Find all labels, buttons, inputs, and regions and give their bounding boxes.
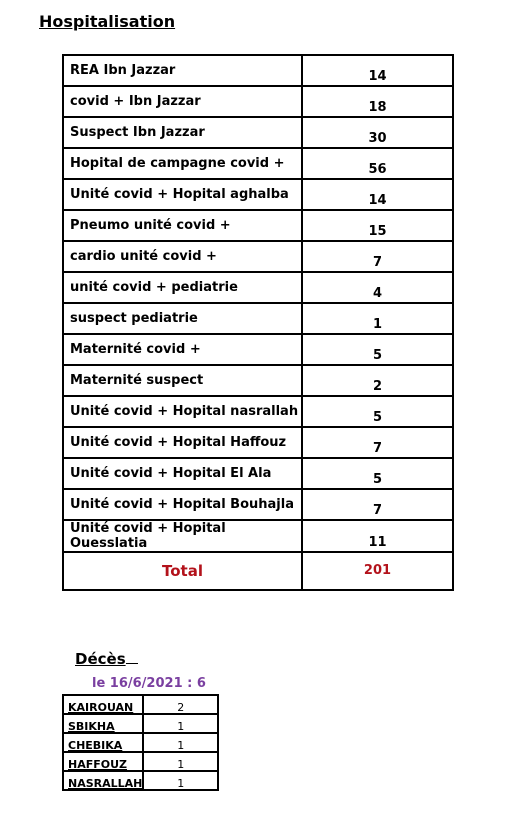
- service-label: Unité covid + Hopital aghalba: [63, 179, 302, 210]
- patient-count: 11: [302, 520, 453, 552]
- deces-table: [62, 694, 219, 791]
- table-row: [63, 55, 453, 86]
- city-label: NASRALLAH: [63, 771, 143, 790]
- patient-count: 7: [302, 489, 453, 520]
- table-row: [63, 148, 453, 179]
- service-label: Maternité covid +: [63, 334, 302, 365]
- deces-title: [75, 650, 138, 668]
- table-row: [63, 520, 453, 552]
- service-label: unité covid + pediatrie: [63, 272, 302, 303]
- patient-count: 5: [302, 396, 453, 427]
- patient-count: 4: [302, 272, 453, 303]
- total-row: [63, 552, 453, 590]
- death-count: 1: [143, 771, 218, 790]
- service-label: Suspect Ibn Jazzar: [63, 117, 302, 148]
- hospitalisation-table: [62, 54, 454, 591]
- patient-count: 5: [302, 334, 453, 365]
- total-value: 201: [302, 552, 453, 590]
- city-label: KAIROUAN: [63, 695, 143, 714]
- table-row: [63, 241, 453, 272]
- deces-date-line: le 16/6/2021 : 6: [92, 676, 206, 691]
- table-row: [63, 210, 453, 241]
- table-row: [63, 117, 453, 148]
- hospitalisation-title: Hospitalisation: [39, 12, 176, 31]
- table-row: [63, 86, 453, 117]
- service-label: cardio unité covid +: [63, 241, 302, 272]
- city-label: CHEBIKA: [63, 733, 143, 752]
- patient-count: 7: [302, 427, 453, 458]
- table-row: [63, 733, 218, 752]
- service-label: Unité covid + Hopital Haffouz: [63, 427, 302, 458]
- patient-count: 56: [302, 148, 453, 179]
- service-label: Pneumo unité covid +: [63, 210, 302, 241]
- table-row: [63, 695, 218, 714]
- table-row: [63, 458, 453, 489]
- service-label: Unité covid + Hopital Ouesslatia: [63, 520, 302, 552]
- service-label: Unité covid + Hopital Bouhajla: [63, 489, 302, 520]
- patient-count: 2: [302, 365, 453, 396]
- table-row: [63, 334, 453, 365]
- city-label: SBIKHA: [63, 714, 143, 733]
- patient-count: 30: [302, 117, 453, 148]
- patient-count: 15: [302, 210, 453, 241]
- city-label: HAFFOUZ: [63, 752, 143, 771]
- service-label: suspect pediatrie: [63, 303, 302, 334]
- table-row: [63, 303, 453, 334]
- deces-table-wrapper: [62, 694, 219, 795]
- table-row: [63, 771, 218, 790]
- death-count: 1: [143, 733, 218, 752]
- patient-count: 14: [302, 179, 453, 210]
- service-label: Maternité suspect: [63, 365, 302, 396]
- patient-count: 18: [302, 86, 453, 117]
- table-row: [63, 272, 453, 303]
- table-row: [63, 714, 218, 733]
- patient-count: 5: [302, 458, 453, 489]
- table-row: [63, 365, 453, 396]
- service-label: REA Ibn Jazzar: [63, 55, 302, 86]
- patient-count: 7: [302, 241, 453, 272]
- table-row: [63, 179, 453, 210]
- patient-count: 14: [302, 55, 453, 86]
- death-count: 1: [143, 752, 218, 771]
- service-label: Hopital de campagne covid +: [63, 148, 302, 179]
- table-row: [63, 427, 453, 458]
- table-row: [63, 752, 218, 771]
- table-row: [63, 396, 453, 427]
- total-label: Total: [63, 552, 302, 590]
- death-count: 1: [143, 714, 218, 733]
- table-row: [63, 489, 453, 520]
- death-count: 2: [143, 695, 218, 714]
- deces-title-text: Décès: [75, 650, 126, 668]
- title-underline: [126, 663, 138, 664]
- service-label: covid + Ibn Jazzar: [63, 86, 302, 117]
- service-label: Unité covid + Hopital nasrallah: [63, 396, 302, 427]
- patient-count: 1: [302, 303, 453, 334]
- service-label: Unité covid + Hopital El Ala: [63, 458, 302, 489]
